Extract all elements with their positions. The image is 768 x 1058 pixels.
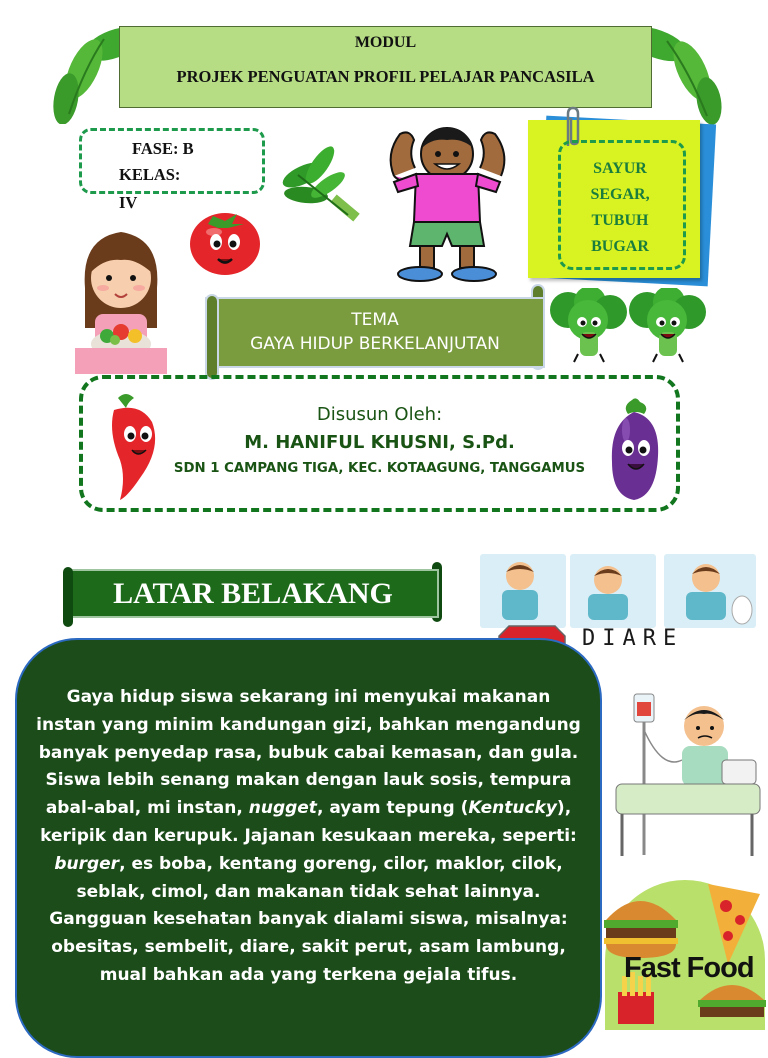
- tema-value: GAYA HIDUP BERKELANJUTAN: [250, 334, 500, 354]
- sticky-line: SAYUR: [593, 160, 647, 177]
- hospital-bed-icon: [612, 690, 762, 860]
- tema-banner: [205, 297, 545, 368]
- sticky-line: BUGAR: [591, 238, 649, 255]
- paragraph-text: , ayam tepung (: [316, 798, 469, 819]
- module-title: PROJEK PENGUATAN PROFIL PELAJAR PANCASILA: [176, 67, 595, 86]
- fase-text: FASE: B: [132, 139, 194, 158]
- tema-label: TEMA: [351, 310, 399, 330]
- sick-boys-icon: [480, 554, 756, 628]
- eggplant-character-icon: [606, 396, 664, 506]
- sticky-note-text: [558, 156, 682, 260]
- background-paragraph: [36, 684, 581, 990]
- fast-food-label: Fast Food: [624, 952, 754, 984]
- section-title: LATAR BELAKANG: [67, 569, 439, 618]
- paragraph-text: Gaya hidup siswa sekarang ini menyukai makanan instan yang minim kandungan gizi, bahkan mengandung banyak penyedap rasa, bubuk cabai kemasan, dan gula. Siswa lebih senang makan dengan lauk sosis, tempura abal-abal, mi instan,: [36, 687, 581, 819]
- scroll-curl-left: [205, 294, 219, 380]
- spinach-bunch-icon: [278, 145, 373, 235]
- paragraph-text: ), keripik dan kerupuk. Jajanan kesukaan mereka, seperti:: [40, 798, 577, 846]
- paragraph-text: , es boba, kentang goreng, cilor, maklor, cilok, seblak, cimol, dan makanan tidak sehat lainnya. Gangguan kesehatan banyak dialami siswa, misalnya: obesitas, sembelit, diare, sakit perut, asam lambung, mual bahkan ada yang terkena gejala tifus.: [49, 853, 568, 985]
- strong-boy-icon: [380, 124, 515, 284]
- sticky-line: SEGAR,: [590, 186, 650, 203]
- author-school: SDN 1 CAMPANG TIGA, KEC. KOTAAGUNG, TANGGAMUS: [173, 461, 586, 476]
- chili-character-icon: [100, 388, 164, 506]
- paragraph-italic: burger: [54, 853, 120, 874]
- author-name: M. HANIFUL KHUSNI, S.Pd.: [244, 432, 515, 453]
- paragraph-italic: Kentucky: [468, 798, 557, 819]
- module-label: MODUL: [354, 34, 417, 51]
- kelas-value: IV: [119, 193, 138, 212]
- module-title-box: [119, 26, 652, 108]
- broccoli-character-icon: [548, 288, 630, 364]
- girl-eating-salad-icon: [75, 228, 167, 376]
- tomato-icon: [188, 204, 262, 276]
- paragraph-italic: nugget: [248, 798, 317, 819]
- author-label: Disusun Oleh:: [316, 404, 443, 425]
- scroll-curl-left: [63, 567, 73, 627]
- kelas-text: KELAS:: [119, 165, 181, 184]
- broccoli-character-icon: [627, 288, 709, 364]
- diare-label: DIARE: [582, 626, 684, 651]
- sticky-line: TUBUH: [591, 212, 649, 229]
